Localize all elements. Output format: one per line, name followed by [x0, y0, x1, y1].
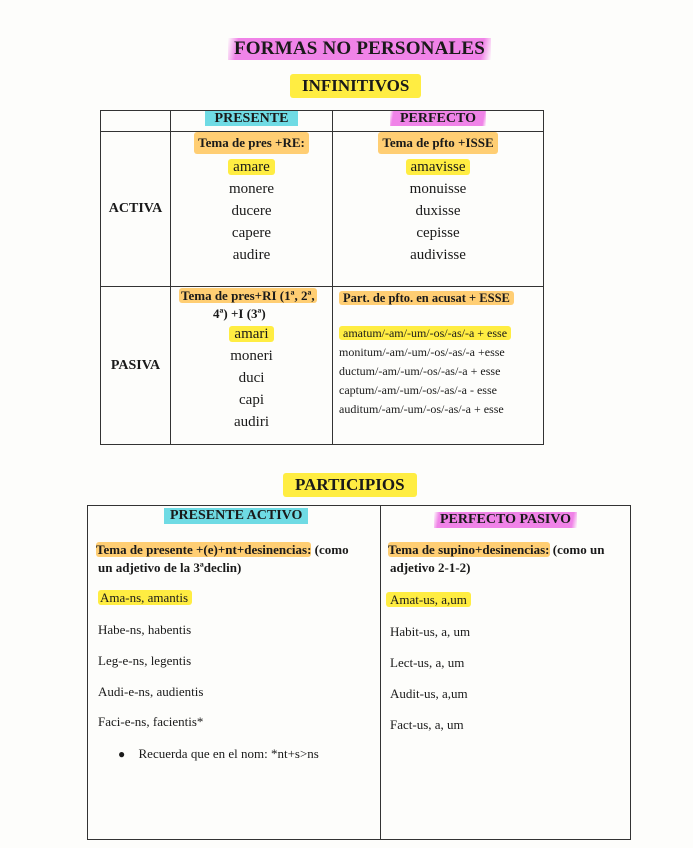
word: cepisse	[416, 225, 460, 241]
corner-cell	[101, 111, 171, 132]
presente-rule: Tema de presente +(e)+nt+desinencias: (como	[96, 542, 349, 557]
row-label-activa: ACTIVA	[101, 132, 171, 287]
word: duxisse	[415, 203, 461, 219]
participios-heading: PARTICIPIOS	[283, 473, 417, 497]
word: amatum/-am/-um/-os/-as/-a + esse	[339, 324, 543, 343]
list-item: Leg-e-ns, legentis	[98, 653, 192, 668]
list-item: Audit-us, a,um	[390, 686, 468, 701]
presente-activo-heading: PRESENTE ACTIVO	[164, 508, 308, 524]
word: amari	[171, 323, 332, 345]
pasiva-perfecto-rule: Part. de pfto. en acusat + ESSE	[339, 291, 514, 305]
word: duci	[238, 370, 265, 386]
list-item: Ama-ns, amantis	[98, 590, 192, 606]
col-header-presente: PRESENTE	[171, 111, 333, 132]
page-title: FORMAS NO PERSONALES	[228, 38, 491, 60]
perfecto-pasivo-heading: PERFECTO PASIVO	[434, 512, 577, 528]
infinitivos-table	[100, 110, 544, 445]
word: audivisse	[410, 247, 466, 263]
list-item: Habe-ns, habentis	[98, 622, 192, 637]
col-header-perfecto: PERFECTO	[333, 111, 544, 132]
column-divider	[380, 506, 381, 839]
pasiva-presente-rule-2: 4ª) +I (3ª)	[213, 306, 266, 321]
word: moneri	[230, 348, 273, 364]
word: capere	[231, 225, 272, 241]
infinitivos-heading: INFINITIVOS	[290, 74, 421, 98]
list-item: Fact-us, a, um	[390, 717, 464, 732]
word: amavisse	[333, 156, 543, 178]
word: monuisse	[409, 181, 467, 197]
list-item: Habit-us, a, um	[390, 624, 471, 639]
word: audire	[232, 247, 271, 263]
list-item: Lect-us, a, um	[390, 655, 465, 670]
pasiva-perfecto-cell	[333, 287, 544, 445]
activa-presente-cell	[171, 132, 333, 287]
list-item: Amat-us, a,um	[386, 592, 471, 608]
word: ductum/-am/-um/-os/-as/-a + esse	[339, 364, 501, 378]
activa-presente-rule: Tema de pres +RE:	[194, 132, 309, 154]
word: monere	[229, 181, 274, 197]
word: capi	[239, 392, 264, 408]
word: ducere	[231, 203, 272, 219]
activa-perfecto-cell	[333, 132, 544, 287]
list-item: Audi-e-ns, audientis	[98, 684, 204, 699]
word: audiri	[234, 414, 269, 430]
pasiva-presente-rule: Tema de pres+RI (1ª, 2ª,	[181, 288, 315, 303]
word: captum/-am/-um/-os/-as/-a - esse	[339, 383, 497, 397]
word: amare	[171, 156, 332, 178]
perfecto-rule: Tema de supino+desinencias: (como un	[388, 542, 605, 557]
presente-rule-line2: un adjetivo de la 3ªdeclin)	[98, 560, 242, 575]
activa-perfecto-rule: Tema de pfto +ISSE	[378, 132, 497, 154]
pasiva-presente-cell	[171, 287, 333, 445]
perfecto-rule-line2: adjetivo 2-1-2)	[390, 560, 471, 575]
word: monitum/-am/-um/-os/-as/-a +esse	[339, 345, 505, 359]
row-label-pasiva: PASIVA	[101, 287, 171, 445]
note: ● Recuerda que en el nom: *nt+s>ns	[118, 746, 319, 761]
bullet-icon: ●	[118, 747, 126, 761]
word: auditum/-am/-um/-os/-as/-a + esse	[339, 402, 504, 416]
participios-table	[87, 505, 631, 840]
list-item: Faci-e-ns, facientis*	[98, 714, 204, 729]
